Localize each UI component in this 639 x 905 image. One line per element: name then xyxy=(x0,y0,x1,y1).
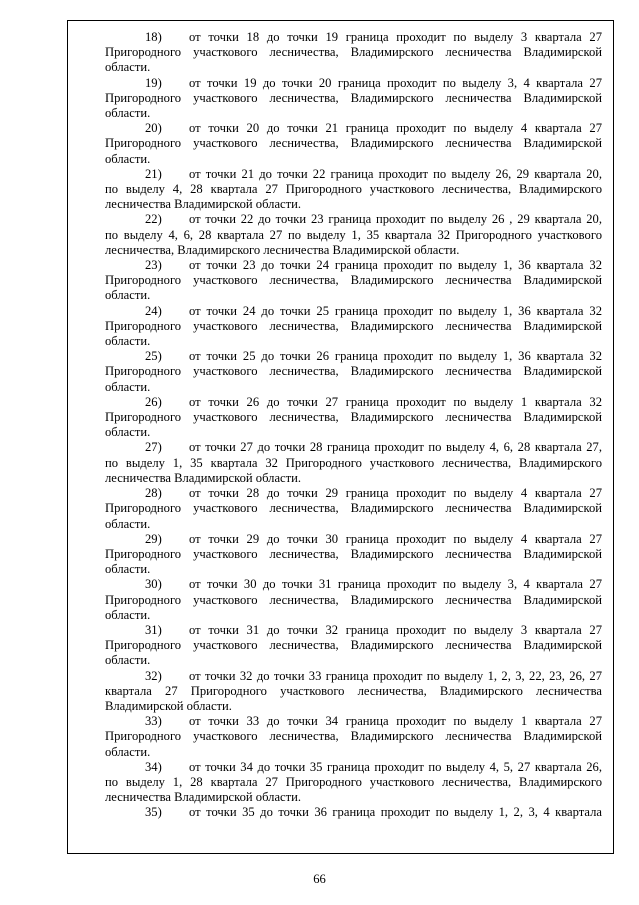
item-text: Пригородного участкового лесничества, Владимирского лесничества Владимирской xyxy=(105,90,602,105)
text-line xyxy=(105,136,602,151)
text-line xyxy=(105,623,602,638)
page-number: 66 xyxy=(313,872,326,886)
text-line xyxy=(105,729,602,744)
item-text: от точки 29 до точки 30 граница проходит по выделу 4 квартала 27 xyxy=(189,531,602,546)
item-text: области. xyxy=(105,106,151,121)
text-line xyxy=(105,60,602,75)
item-text: от точки 26 до точки 27 граница проходит по выделу 1 квартала 32 xyxy=(189,394,602,409)
item-number: 19) xyxy=(145,75,162,90)
item-text: Владимирской области. xyxy=(105,698,232,713)
item-number: 29) xyxy=(145,531,162,546)
item-text: Пригородного участкового лесничества, Владимирского лесничества Владимирской xyxy=(105,136,602,151)
item-number: 28) xyxy=(145,486,162,501)
text-line xyxy=(105,440,602,455)
text-line xyxy=(105,517,602,532)
item-number: 30) xyxy=(145,577,162,592)
text-line xyxy=(105,501,602,516)
boundary-item xyxy=(105,440,602,486)
item-text: по выделу 4, 6, 28 квартала 27 по выделу 1, 35 квартала 32 Пригородного участкового xyxy=(105,227,602,242)
text-line xyxy=(105,577,602,592)
item-text: квартала 27 Пригородного участкового лесничества, Владимирского лесничества xyxy=(105,683,602,698)
text-line xyxy=(105,395,602,410)
boundary-item xyxy=(105,760,602,806)
text-line xyxy=(105,775,602,790)
item-text: области. xyxy=(105,607,151,622)
text-line xyxy=(105,152,602,167)
text-line xyxy=(105,547,602,562)
item-text: области. xyxy=(105,288,151,303)
boundary-item xyxy=(105,623,602,669)
item-text: области. xyxy=(105,151,151,166)
item-text: от точки 35 до точки 36 граница проходит по выделу 1, 2, 3, 4 квартала xyxy=(189,805,602,820)
item-text: от точки 30 до точки 31 граница проходит по выделу 3, 4 квартала 27 xyxy=(189,577,602,592)
boundary-item xyxy=(105,714,602,760)
item-text: области. xyxy=(105,60,151,75)
item-text: области. xyxy=(105,516,151,531)
boundary-item xyxy=(105,258,602,304)
item-text: от точки 27 до точки 28 граница проходит по выделу 4, 6, 28 квартала 27, xyxy=(189,440,602,455)
item-number: 34) xyxy=(145,759,162,774)
text-line xyxy=(105,456,602,471)
text-line xyxy=(105,106,602,121)
text-line xyxy=(105,669,602,684)
text-line xyxy=(105,714,602,729)
item-text: лесничества Владимирской области. xyxy=(105,197,302,212)
boundary-item xyxy=(105,395,602,441)
text-line xyxy=(105,304,602,319)
text-line xyxy=(105,45,602,60)
item-text: Пригородного участкового лесничества, Владимирского лесничества Владимирской xyxy=(105,318,602,333)
text-line xyxy=(105,288,602,303)
text-line xyxy=(105,608,602,623)
item-text: от точки 19 до точки 20 граница проходит по выделу 3, 4 квартала 27 xyxy=(189,75,602,90)
boundary-item xyxy=(105,805,602,820)
text-line xyxy=(105,593,602,608)
item-text: от точки 34 до точки 35 граница проходит по выделу 4, 5, 27 квартала 26, xyxy=(189,759,602,774)
item-number: 23) xyxy=(145,258,162,273)
text-line xyxy=(105,228,602,243)
text-line xyxy=(105,532,602,547)
text-line xyxy=(105,745,602,760)
text-line xyxy=(105,76,602,91)
item-text: Пригородного участкового лесничества, Владимирского лесничества Владимирской xyxy=(105,638,602,653)
text-line xyxy=(105,653,602,668)
text-line xyxy=(105,684,602,699)
item-text: Пригородного участкового лесничества, Владимирского лесничества Владимирской xyxy=(105,364,602,379)
text-line xyxy=(105,30,602,45)
text-line xyxy=(105,167,602,182)
item-number: 33) xyxy=(145,714,162,729)
item-number: 25) xyxy=(145,349,162,364)
item-text: от точки 22 до точки 23 граница проходит по выделу 26 , 29 квартала 20, xyxy=(189,212,602,227)
item-text: от точки 18 до точки 19 граница проходит по выделу 3 квартала 27 xyxy=(189,30,602,44)
text-line xyxy=(105,380,602,395)
item-text: от точки 32 до точки 33 граница проходит по выделу 1, 2, 3, 22, 23, 26, 27 xyxy=(189,668,602,683)
text-line xyxy=(105,243,602,258)
boundary-item xyxy=(105,212,602,258)
item-text: Пригородного участкового лесничества, Владимирского лесничества Владимирской xyxy=(105,273,602,288)
boundary-item xyxy=(105,532,602,578)
item-text: Пригородного участкового лесничества, Владимирского лесничества Владимирской xyxy=(105,729,602,744)
text-line xyxy=(105,349,602,364)
boundary-item xyxy=(105,486,602,532)
item-number: 24) xyxy=(145,303,162,318)
text-line xyxy=(105,121,602,136)
text-line xyxy=(105,486,602,501)
boundary-item xyxy=(105,577,602,623)
boundary-item xyxy=(105,349,602,395)
item-text: Пригородного участкового лесничества, Владимирского лесничества Владимирской xyxy=(105,546,602,561)
item-number: 32) xyxy=(145,668,162,683)
item-text: от точки 28 до точки 29 граница проходит по выделу 4 квартала 27 xyxy=(189,486,602,501)
item-text: Пригородного участкового лесничества, Владимирского лесничества Владимирской xyxy=(105,410,602,425)
text-line xyxy=(105,790,602,805)
boundary-item xyxy=(105,76,602,122)
item-text: от точки 33 до точки 34 граница проходит по выделу 1 квартала 27 xyxy=(189,714,602,729)
item-text: области. xyxy=(105,379,151,394)
item-number: 20) xyxy=(145,121,162,136)
text-line xyxy=(105,760,602,775)
item-number: 21) xyxy=(145,166,162,181)
text-line xyxy=(105,182,602,197)
item-text: области. xyxy=(105,562,151,577)
text-line xyxy=(105,425,602,440)
boundary-item xyxy=(105,669,602,715)
text-line xyxy=(105,638,602,653)
item-number: 27) xyxy=(145,440,162,455)
item-number: 26) xyxy=(145,394,162,409)
text-line xyxy=(105,319,602,334)
item-text: лесничества Владимирской области. xyxy=(105,470,302,485)
item-text: лесничества, Владимирского лесничества Владимирской области. xyxy=(105,242,460,257)
item-text: области. xyxy=(105,425,151,440)
item-text: от точки 31 до точки 32 граница проходит по выделу 3 квартала 27 xyxy=(189,622,602,637)
text-line xyxy=(105,410,602,425)
text-line xyxy=(105,364,602,379)
text-line xyxy=(105,91,602,106)
text-line xyxy=(105,471,602,486)
item-text: от точки 25 до точки 26 граница проходит по выделу 1, 36 квартала 32 xyxy=(189,349,602,364)
item-text: области. xyxy=(105,744,151,759)
item-text: лесничества Владимирской области. xyxy=(105,790,302,805)
text-line xyxy=(105,334,602,349)
text-line xyxy=(105,562,602,577)
boundary-item xyxy=(105,304,602,350)
document-body xyxy=(105,30,602,821)
item-text: области. xyxy=(105,653,151,668)
item-text: по выделу 1, 28 квартала 27 Пригородного участкового лесничества, Владимирского xyxy=(105,774,602,789)
item-text: по выделу 1, 35 квартала 32 Пригородного участкового лесничества, Владимирского xyxy=(105,455,602,470)
item-number: 31) xyxy=(145,622,162,637)
text-line xyxy=(105,805,602,820)
text-line xyxy=(105,699,602,714)
item-text: по выделу 4, 28 квартала 27 Пригородного участкового лесничества, Владимирского xyxy=(105,182,602,197)
item-number: 22) xyxy=(145,212,162,227)
item-text: от точки 20 до точки 21 граница проходит по выделу 4 квартала 27 xyxy=(189,121,602,136)
item-text: Пригородного участкового лесничества, Владимирского лесничества Владимирской xyxy=(105,45,602,60)
boundary-item xyxy=(105,30,602,76)
item-text: Пригородного участкового лесничества, Владимирского лесничества Владимирской xyxy=(105,501,602,516)
text-line xyxy=(105,212,602,227)
text-line xyxy=(105,258,602,273)
boundary-item xyxy=(105,167,602,213)
text-line xyxy=(105,273,602,288)
item-number: 18) xyxy=(145,30,162,44)
item-text: от точки 24 до точки 25 граница проходит по выделу 1, 36 квартала 32 xyxy=(189,303,602,318)
item-text: Пригородного участкового лесничества, Владимирского лесничества Владимирской xyxy=(105,592,602,607)
item-text: области. xyxy=(105,334,151,349)
item-number: 35) xyxy=(145,805,162,820)
text-line xyxy=(105,197,602,212)
boundary-item xyxy=(105,121,602,167)
item-text: от точки 21 до точки 22 граница проходит по выделу 26, 29 квартала 20, xyxy=(189,166,602,181)
item-text: от точки 23 до точки 24 граница проходит по выделу 1, 36 квартала 32 xyxy=(189,258,602,273)
